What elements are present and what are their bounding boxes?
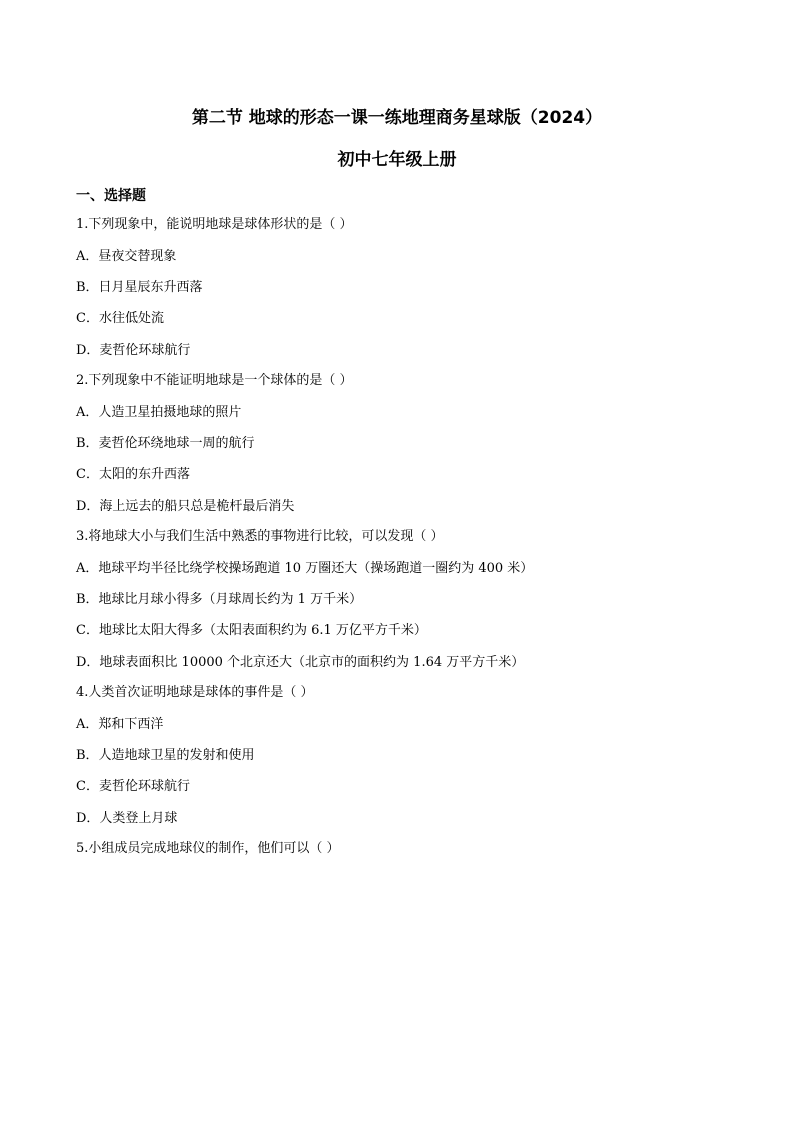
question-4-option-b: B．人造地球卫星的发射和使用 xyxy=(76,748,255,763)
question-5-stem: 5.小组成员完成地球仪的制作，他们可以（ ） xyxy=(76,841,340,856)
question-3-option-c: C．地球比太阳大得多（太阳表面积约为 6.1 万亿平方千米） xyxy=(76,623,427,638)
question-2-stem: 2.下列现象中不能证明地球是一个球体的是（ ） xyxy=(76,373,353,388)
document-title: 第二节 地球的形态一课一练地理商务星球版（2024） xyxy=(191,108,603,128)
question-3-option-a: A．地球平均半径比绕学校操场跑道 10 万圈还大（操场跑道一圈约为 400 米） xyxy=(76,561,534,576)
question-1-option-c: C．水往低处流 xyxy=(76,311,164,326)
section-heading: 一、选择题 xyxy=(76,188,146,204)
question-4-stem: 4.人类首次证明地球是球体的事件是（ ） xyxy=(76,685,314,700)
question-4-option-d: D．人类登上月球 xyxy=(76,811,178,826)
question-3-option-b: B．地球比月球小得多（月球周长约为 1 万千米） xyxy=(76,592,363,607)
question-4-option-a: A．郑和下西洋 xyxy=(76,717,164,732)
question-1-stem: 1.下列现象中，能说明地球是球体形状的是（ ） xyxy=(76,217,353,232)
question-2-option-b: B．麦哲伦环绕地球一周的航行 xyxy=(76,436,255,451)
question-2-option-c: C．太阳的东升西落 xyxy=(76,467,190,482)
question-3-stem: 3.将地球大小与我们生活中熟悉的事物进行比较，可以发现（ ） xyxy=(76,529,444,544)
question-1-option-a: A．昼夜交替现象 xyxy=(76,249,177,264)
question-1-option-d: D．麦哲伦环球航行 xyxy=(76,343,191,358)
question-2-option-a: A．人造卫星拍摄地球的照片 xyxy=(76,405,242,420)
document-subtitle: 初中七年级上册 xyxy=(337,150,457,170)
question-2-option-d: D．海上远去的船只总是桅杆最后消失 xyxy=(76,499,295,514)
question-3-option-d: D．地球表面积比 10000 个北京还大（北京市的面积约为 1.64 万平方千米） xyxy=(76,655,525,670)
question-4-option-c: C．麦哲伦环球航行 xyxy=(76,779,190,794)
question-1-option-b: B．日月星辰东升西落 xyxy=(76,280,203,295)
